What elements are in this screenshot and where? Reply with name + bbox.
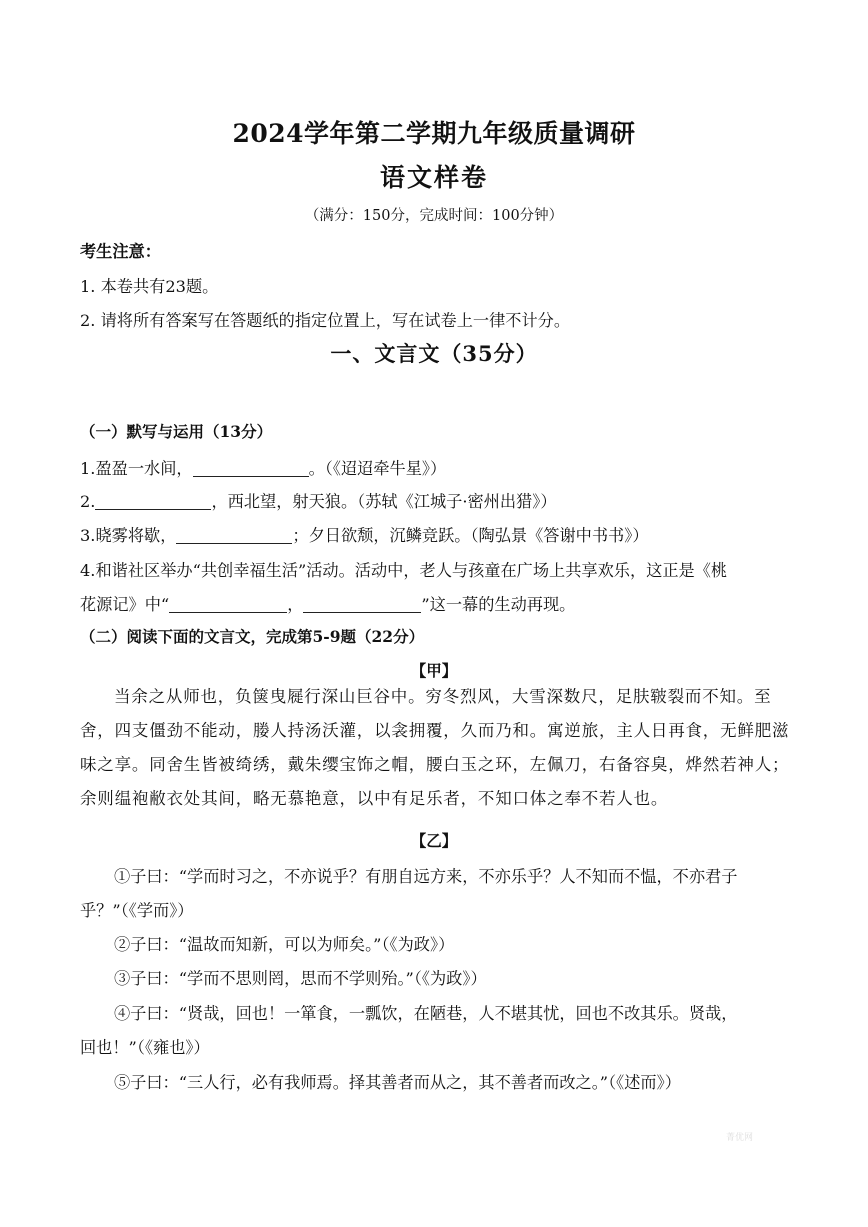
answer-blank	[303, 596, 421, 613]
answer-blank	[169, 596, 287, 613]
exam-info: （满分：150分，完成时间：100分钟）	[304, 208, 564, 224]
notice-item-1: 1. 本卷共有23题。	[80, 277, 219, 296]
answer-blank	[176, 527, 292, 544]
question-2	[80, 488, 557, 512]
yi-sentence-1-line-1: ①子曰：“学而时习之，不亦说乎？有朋自远方来，不亦乐乎？人不知而不愠，不亦君子	[114, 867, 738, 886]
question-4-suffix: ”这一幕的生动再现。	[421, 595, 576, 614]
question-1-prefix: 1.盈盈一水间，	[80, 459, 193, 478]
question-4-prefix: 花源记》中“	[80, 595, 170, 614]
exam-title: 2024学年第二学期九年级质量调研	[232, 119, 636, 148]
notice-item-2: 2. 请将所有答案写在答题纸的指定位置上，写在试卷上一律不计分。	[80, 311, 571, 330]
question-3-prefix: 3.晓雾将歇，	[80, 526, 177, 545]
notice-heading: 考生注意：	[80, 242, 161, 261]
section-title: 一、文言文（35分）	[330, 341, 538, 366]
question-1	[80, 455, 446, 479]
yi-sentence-1-line-2: 乎？”（《学而》）	[80, 901, 194, 920]
question-4-line-2	[80, 591, 575, 615]
yi-sentence-4-line-2: 回也！”（《雍也》）	[80, 1038, 210, 1057]
part2-heading: （二）阅读下面的文言文，完成第5-9题（22分）	[80, 627, 425, 646]
exam-subtitle: 语文样卷	[379, 163, 488, 192]
watermark: 菁优网	[726, 1133, 754, 1143]
question-3-suffix: ；夕日欲颓，沉鳞竞跃。（陶弘景《答谢中书书》）	[292, 526, 649, 545]
question-3	[80, 522, 649, 546]
passage-yi-label: 【乙】	[410, 831, 458, 850]
question-4-separator: ，	[287, 595, 304, 614]
passage-jia-text: 当余之从师也，负箧曳屣行深山巨谷中。穷冬烈风，大雪深数尺，足肤皲裂而不知。至舍，四支僵劲不能动，媵人持汤沃灌，以衾拥覆，久而乃和。寓逆旅，主人日再食，无鲜肥滋味之享。同舍生皆被绮绣，戴朱缨宝饰之帽，腰白玉之环，左佩刀，右备容臭，烨然若神人；余则缊袍敝衣处其间，略无慕艳意，以中有足乐者，不知口体之奉不若人也。	[80, 687, 790, 808]
yi-sentence-3: ③子曰：“学而不思则罔，思而不学则殆。”（《为政》）	[114, 969, 487, 988]
answer-blank	[95, 493, 211, 510]
yi-sentence-5: ⑤子曰：“三人行，必有我师焉。择其善者而从之，其不善者而改之。”（《述而》）	[114, 1073, 681, 1092]
yi-sentence-4-line-1: ④子曰：“贤哉，回也！一箪食，一瓢饮，在陋巷，人不堪其忧，回也不改其乐。贤哉，	[114, 1004, 738, 1023]
question-2-prefix: 2.	[80, 492, 96, 511]
yi-sentence-2: ②子曰：“温故而知新，可以为师矣。”（《为政》）	[114, 935, 455, 954]
question-4-line-1: 4.和谐社区举办“共创幸福生活”活动。活动中，老人与孩童在广场上共享欢乐，这正是《桃	[80, 561, 728, 580]
question-2-suffix: ，西北望，射天狼。（苏轼《江城子·密州出猎》）	[211, 492, 557, 511]
answer-blank	[193, 460, 309, 477]
question-1-suffix: 。（《迢迢牵牛星》）	[308, 459, 447, 478]
part1-heading: （一）默写与运用（13分）	[80, 422, 273, 441]
passage-jia-label: 【甲】	[410, 661, 458, 680]
